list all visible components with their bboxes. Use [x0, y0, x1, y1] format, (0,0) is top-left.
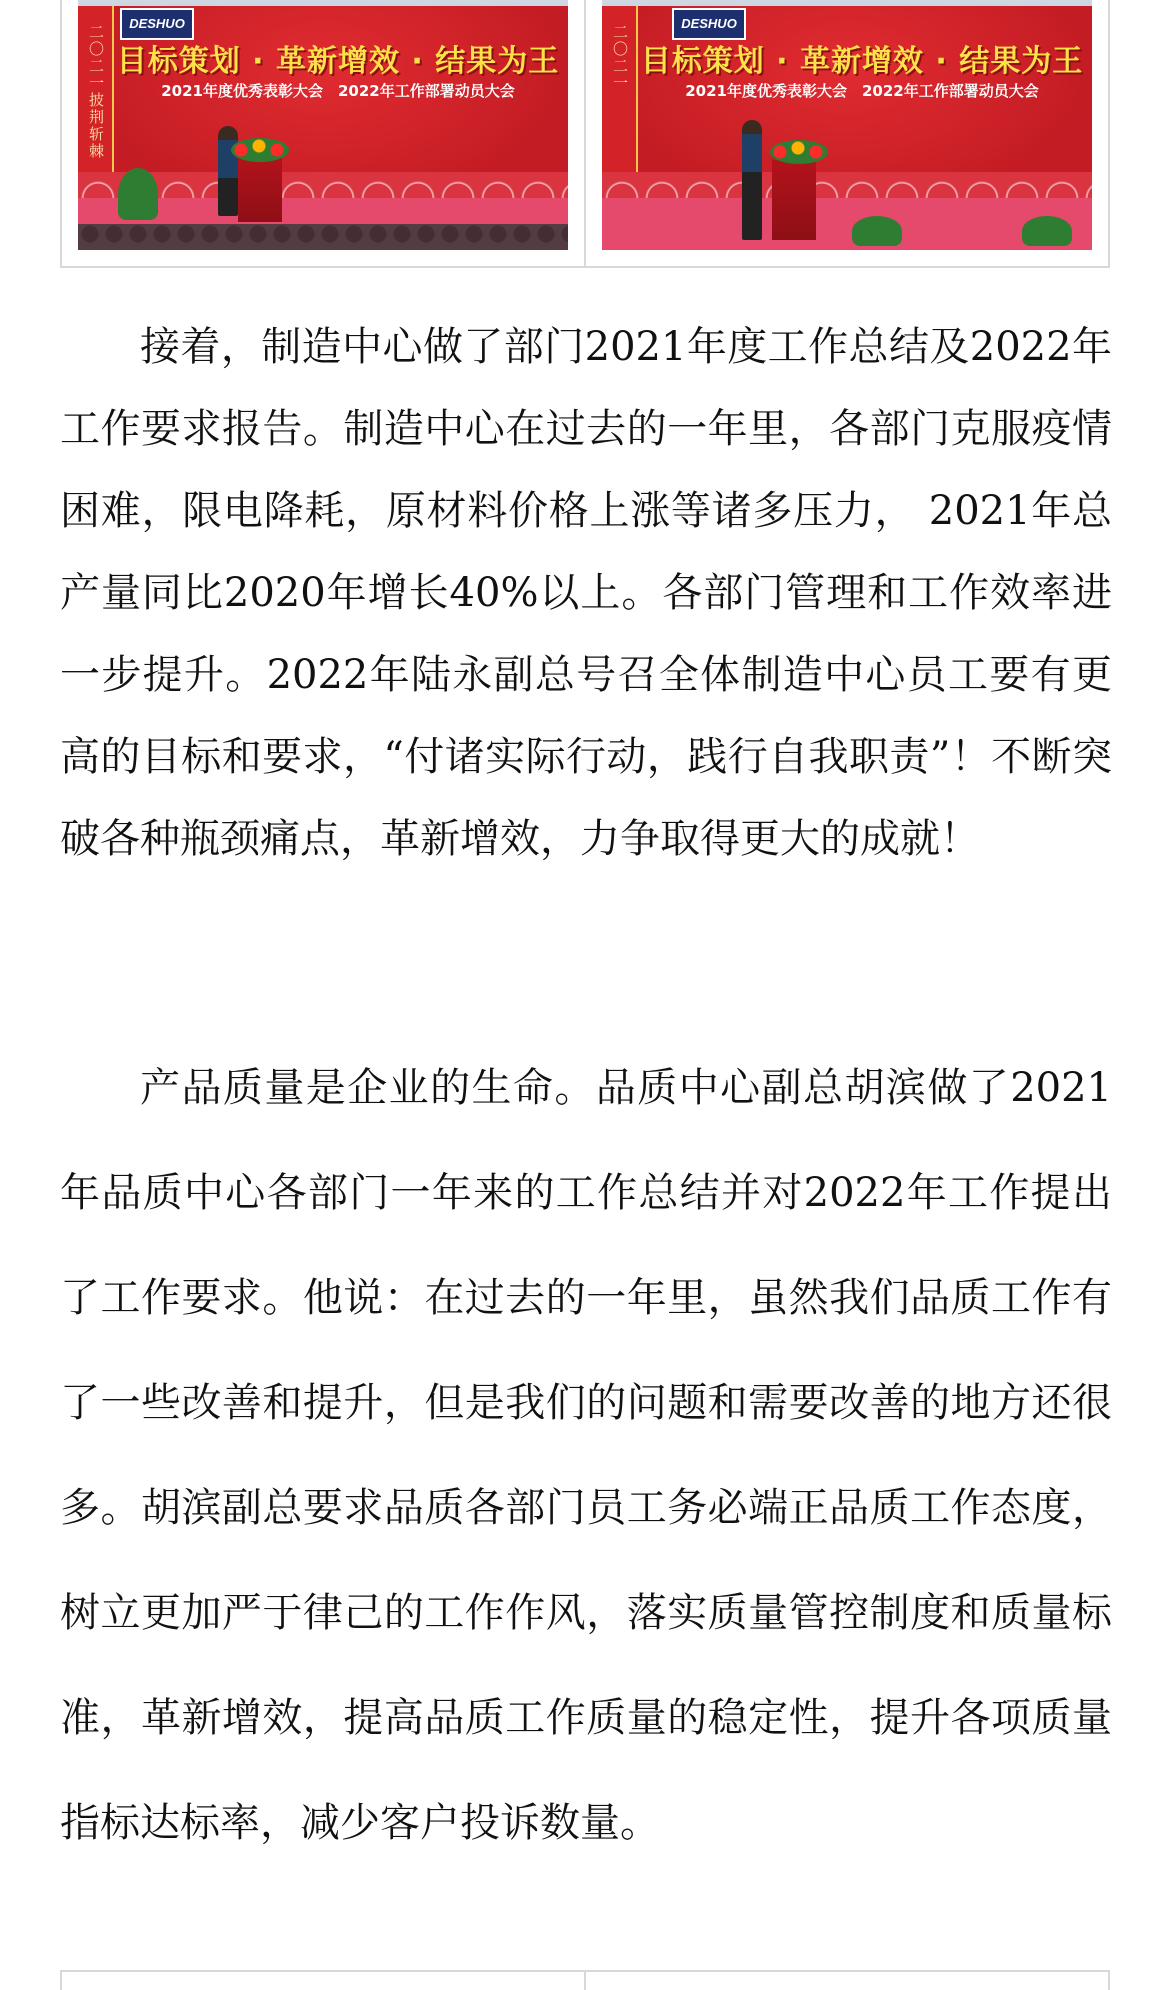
event-photo-left[interactable]	[78, 0, 568, 250]
side-banner-text: 二〇二一	[611, 24, 629, 92]
banner-slogan: 目标策划 · 革新增效 · 结果为王	[640, 44, 1084, 79]
photo-cell-left	[62, 1972, 584, 1990]
banner-subline: 2021年度优秀表彰大会 2022年工作部署动员大会	[685, 82, 1039, 100]
photo-cell-right	[584, 0, 1108, 266]
audience-crowd	[78, 224, 568, 250]
banner-slogan: 目标策划 · 革新增效 · 结果为王	[116, 44, 560, 79]
side-banner-text: 二〇二一披荆斩棘	[87, 24, 105, 160]
speaker-figure	[742, 120, 762, 240]
flower-arrangement	[231, 138, 289, 162]
photo-row-top	[60, 0, 1110, 268]
stage-wave-decoration	[602, 172, 1092, 198]
speaker-figure	[218, 126, 238, 216]
photo-cell-right	[584, 1972, 1108, 1990]
event-photo-right[interactable]	[602, 0, 1092, 250]
article-paragraph: 接着，制造中心做了部门2021年度工作总结及2022年工作要求报告。制造中心在过去的一年里，各部门克服疫情困难，限电降耗，原材料价格上涨等诸多压力， 2021年总产量同比2020年增长40%以上。各部门管理和工作效率进一步提升。2022年陆永副总号召全体制造中心员工要有更高的目标和要求，“付诸实际行动，践行自我职责”！不断突破各种瓶颈痛点，革新增效，力争取得更大的成就！	[60, 324, 1112, 862]
banner-subline: 2021年度优秀表彰大会 2022年工作部署动员大会	[161, 82, 515, 100]
flower-arrangement	[770, 140, 828, 164]
photo-cell-left	[62, 0, 584, 266]
stage-floor	[602, 198, 1092, 250]
article-paragraph: 产品质量是企业的生命。品质中心副总胡滨做了2021年品质中心各部门一年来的工作总结并对2022年工作提出了工作要求。他说：在过去的一年里，虽然我们品质工作有了一些改善和提升，但是我们的问题和需要改善的地方还很多。胡滨副总要求品质各部门员工务必端正品质工作态度，树立更加严于律己的工作作风，落实质量管控制度和质量标准，革新增效，提高品质工作质量的稳定性，提升各项质量指标达标率，减少客户投诉数量。	[60, 1065, 1112, 1846]
potted-plant	[1022, 216, 1072, 246]
photo-row-bottom	[60, 1970, 1110, 1990]
podium	[772, 154, 816, 240]
company-logo: DESHUO	[672, 8, 746, 40]
potted-plant	[852, 216, 902, 246]
podium	[238, 152, 282, 222]
potted-plant	[118, 168, 158, 220]
company-logo: DESHUO	[120, 8, 194, 40]
